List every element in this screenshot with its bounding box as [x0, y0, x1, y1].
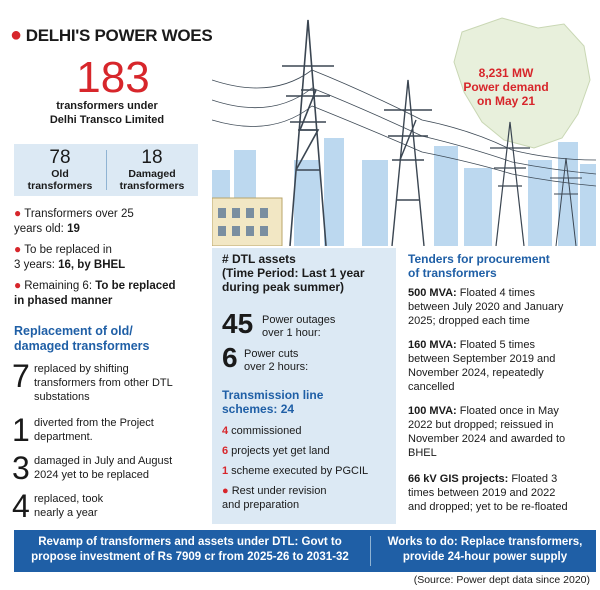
power-tower-illustration [212, 10, 596, 246]
tender-item: 66 kV GIS projects: Floated 3 times between 2019 and 2022 and dropped; yet to be re-floated [408, 473, 568, 513]
transmission-heading: Transmission line schemes: 24 [222, 388, 324, 416]
bottom-banner [14, 530, 596, 572]
transmission-item: 4 commissioned [222, 425, 302, 437]
transformer-stats-box [14, 144, 198, 196]
bullet-remaining-6: ● Remaining 6: To be replaced in phased manner [14, 278, 176, 307]
revamp-text: Revamp of transformers and assets under DTL: Govt to propose investment of Rs 7909 cr from 2025-26 to 2031-32 [31, 536, 349, 563]
tender-item: 100 MVA: Floated once in May 2022 but dropped; reissued in November 2024 and awarded to BHEL [408, 405, 566, 459]
tender-item: 160 MVA: Floated 5 times between September 2019 and November 2024, repeatedly cancelled [408, 339, 556, 393]
total-transformers-label: transformers under Delhi Transco Limited [49, 100, 165, 126]
transmission-item: 6 projects yet get land [222, 445, 330, 457]
works-to-do-text: Works to do: Replace transformers, provide 24-hour power supply [387, 536, 583, 563]
page-title: ● DELHI'S POWER WOES [10, 24, 213, 46]
tenders-heading: Tenders for procurement of transformers [408, 252, 550, 280]
red-bullet-icon: ● [14, 242, 22, 256]
tender-item: 500 MVA: Floated 4 times between July 2020 and January 2025; dropped each time [408, 287, 564, 327]
outages-label: Power outages over 1 hour: [262, 314, 336, 339]
red-bullet-icon: ● [14, 278, 22, 292]
dtl-assets-heading: # DTL assets (Time Period: Last 1 year during peak summer) [222, 252, 365, 294]
red-bullet-icon: ● [222, 485, 232, 497]
outages-number: 45 [222, 308, 254, 339]
replacement-heading: Replacement of old/ damaged transformers [14, 324, 150, 353]
transmission-rest: ● Rest under revision and preparation [222, 485, 327, 511]
red-bullet-icon: ● [14, 206, 22, 220]
transmission-item: 1 scheme executed by PGCIL [222, 465, 369, 477]
power-cuts-label: Power cuts over 2 hours: [244, 348, 309, 373]
bullet-to-be-replaced: ● To be replaced in 3 years: 16, by BHEL [14, 242, 126, 271]
substation-building [212, 198, 282, 246]
total-transformers-number: 183 [76, 53, 150, 102]
power-demand-callout: 8,231 MW Power demand on May 21 [463, 66, 549, 108]
source-note: (Source: Power dept data since 2020) [413, 574, 590, 586]
old-transformers-stat: 78 Old transformers [27, 147, 93, 192]
bullet-over-25-years: ● Transformers over 25 years old: 19 [14, 206, 134, 235]
red-bullet-icon: ● [10, 24, 22, 46]
power-grid-skyline-graphic [212, 10, 596, 246]
damaged-transformers-stat: 18 Damaged transformers [119, 147, 185, 192]
power-cuts-number: 6 [222, 342, 238, 373]
banner-divider [370, 536, 371, 566]
